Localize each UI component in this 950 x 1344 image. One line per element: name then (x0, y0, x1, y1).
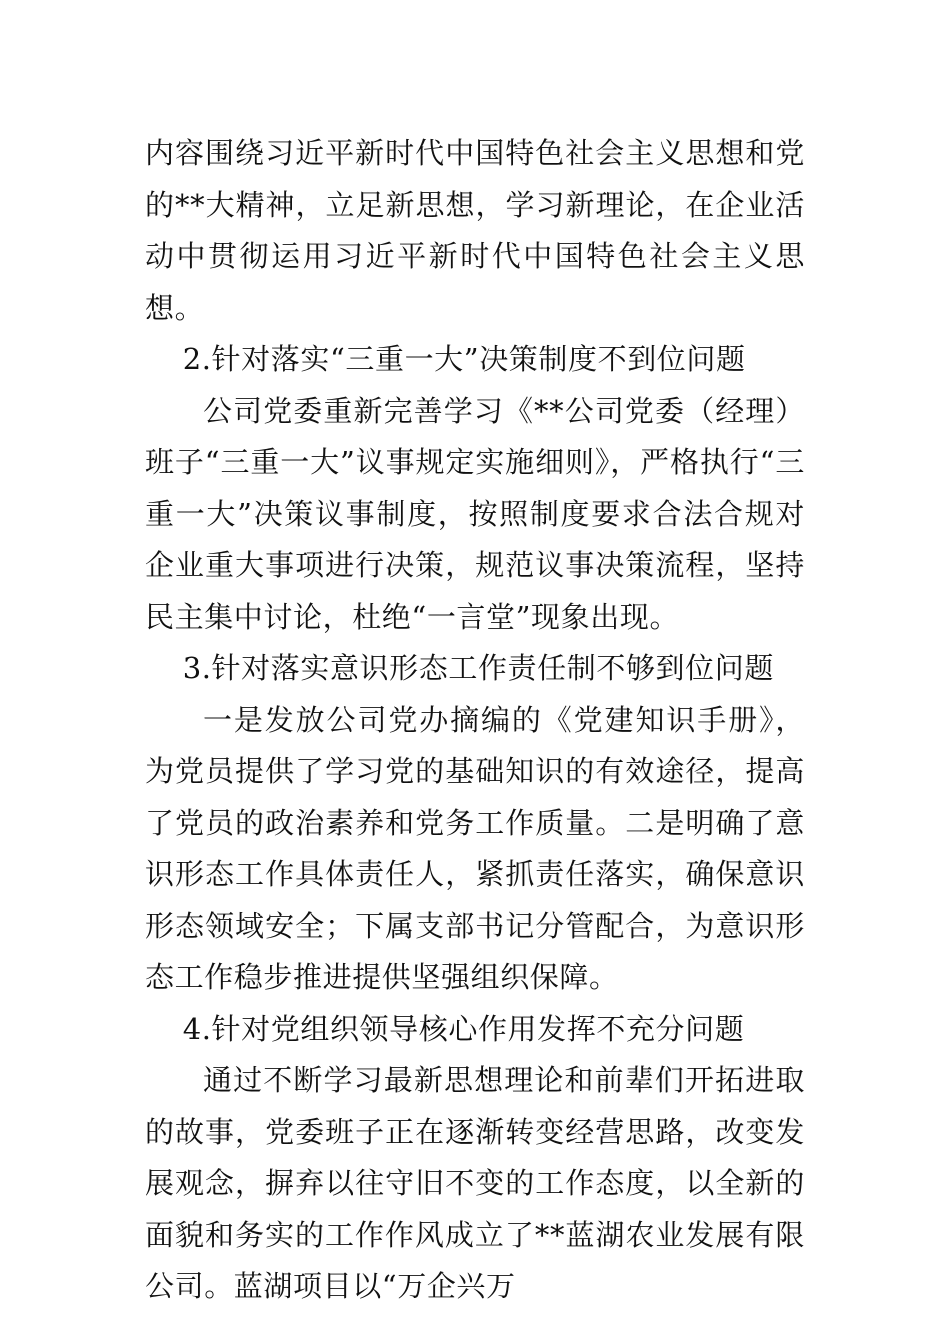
section-heading-4: 4.针对党组织领导核心作用发挥不充分问题 (182, 1011, 745, 1046)
section-heading-3: 3.针对落实意识形态工作责任制不够到位问题 (182, 651, 774, 685)
paragraph-section-3: 一是发放公司党办摘编的《党建知识手册》，为党员提供了学习党的基础知识的有效途径，提高了党员的政治素养和党务工作质量。二是明确了意识形态工作具体责任人，紧抓责任落实，确保意识形态领域安全；下属支部书记分管配合，为意识形态工作稳步推进提供坚强组织保障。 (145, 702, 805, 994)
paragraph-continuation: 内容围绕习近平新时代中国特色社会主义思想和党的**大精神，立足新思想，学习新理论，在企业活动中贯彻运用习近平新时代中国特色社会主义思想。 (145, 136, 805, 325)
section-heading-2: 2.针对落实“三重一大”决策制度不到位问题 (182, 342, 746, 376)
paragraph-section-4: 通过不断学习最新思想理论和前辈们开拓进取的故事，党委班子正在逐渐转变经营思路，改变发展观念，摒弃以往守旧不变的工作态度，以全新的面貌和务实的工作作风成立了**蓝湖农业发展有限公司。蓝湖项目以“万企兴万 (145, 1063, 805, 1303)
document-body (145, 128, 805, 1313)
paragraph-section-2: 公司党委重新完善学习《**公司党委（经理）班子“三重一大”议事规定实施细则》，严格执行“三重一大”决策议事制度，按照制度要求合法合规对企业重大事项进行决策，规范议事决策流程，坚持民主集中讨论，杜绝“一言堂”现象出现。 (145, 393, 805, 634)
